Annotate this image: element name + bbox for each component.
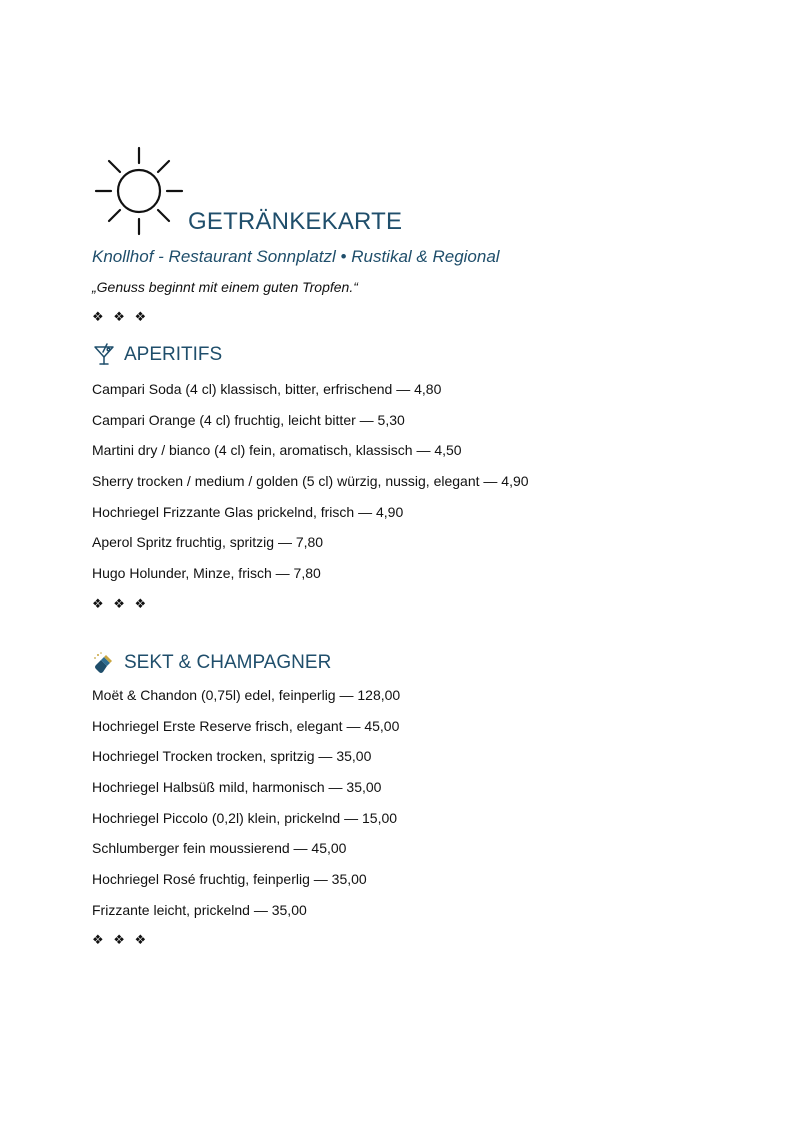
section-title: SEKT & CHAMPAGNER [124,651,332,673]
list-item: Aperol Spritz fruchtig, spritzig — 7,80 [92,534,324,551]
ornament-divider: ❖ ❖ ❖ [92,932,150,948]
list-item: Campari Soda (4 cl) klassisch, bitter, erfrischend — 4,80 [92,381,442,397]
ornament-divider: ❖ ❖ ❖ [92,595,150,611]
page-title: GETRÄNKEKARTE [188,208,403,235]
champagne-bottle-icon [92,651,116,675]
menu-page [92,138,732,948]
section-sekt-champagner [92,650,732,676]
ornament-divider: ❖ ❖ ❖ [92,309,150,324]
list-item: Hochriegel Rosé fruchtig, feinperlig — 35,00 [92,870,367,887]
sun-icon [94,146,184,236]
list-item: Campari Orange (4 cl) fruchtig, leicht bitter — 5,30 [92,411,405,428]
restaurant-subtitle: Knollhof - Restaurant Sonnplatzl • Rustikal & Regional [92,247,500,266]
list-item: Moët & Chandon (0,75l) edel, feinperlig — 128,00 [92,686,401,703]
list-item: Hochriegel Halbsüß mild, harmonisch — 35,00 [92,778,382,795]
menu-header [92,138,732,236]
section-title: APERITIFS [124,344,223,365]
aperitif-list [92,381,732,596]
list-item: Hochriegel Trocken trocken, spritzig — 35,00 [92,748,372,765]
list-item: Martini dry / bianco (4 cl) fein, aromatisch, klassisch — 4,50 [92,442,462,459]
sekt-list [92,687,732,933]
list-item: Hochriegel Erste Reserve frisch, elegant — 45,00 [92,717,400,734]
list-item: Sherry trocken / medium / golden (5 cl) würzig, nussig, elegant — 4,90 [92,473,529,490]
list-item: Hochriegel Frizzante Glas prickelnd, frisch — 4,90 [92,503,404,520]
list-item: Hugo Holunder, Minze, frisch — 7,80 [92,565,321,582]
list-item: Schlumberger fein moussierend — 45,00 [92,840,347,857]
cocktail-glass-icon [92,343,116,367]
list-item: Hochriegel Piccolo (0,2l) klein, prickelnd — 15,00 [92,809,398,826]
menu-quote: „Genuss beginnt mit einem guten Tropfen.“ [92,279,358,295]
section-aperitifs [92,342,732,368]
list-item: Frizzante leicht, prickelnd — 35,00 [92,901,307,918]
